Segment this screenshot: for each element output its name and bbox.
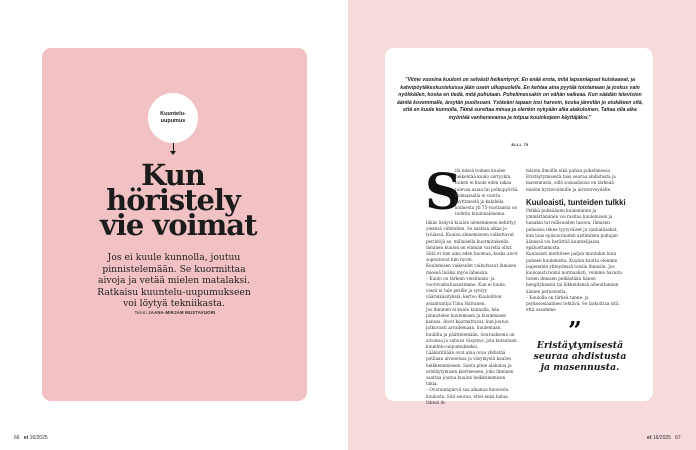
body-column-1-intro: itä missä toimen kuulee heikentää kuulo siirtyykin, toinen ei kuule eden takaa tulevaa asiaa tai polkupyörää. Kolmassalla ei vaottu täyttimestä ja kahdella kolmesta yli 75-vuotiaasta on todettu kuulonalenema.: [455, 168, 519, 217]
folio-right: [647, 435, 681, 441]
body-paragraph: Jos ihminen ei kuule kunnolla, hän pinnistelee kuulemisen ja kuulemisen kanssa. Aivot kuormittuvat, kun joutuu jatkuvasti arvailemaan, kuulemaan, huulilta ja päättelemään. Seurauksena on aivoissa ja vahuva väsymys, jota kutsutaan kuuntelu-uupumukseksi.: [426, 306, 517, 350]
topic-badge-line-2: uupumus: [160, 118, 186, 124]
issue-left: 16/2025: [29, 435, 48, 441]
topic-badge: [148, 93, 198, 143]
magazine-brand-left: et: [23, 435, 29, 441]
body-paragraph: Kuulemisen vaikeudet vaikuttavat ihmisen mieseä lisäksi myös läheisiin.: [426, 263, 517, 275]
topic-badge-line-1: Kuuntelu-: [160, 111, 186, 117]
body-paragraph: – Kuulolla on tärkeä tunne- ja psykososiaalinen tehtävä. Se tarkoittaa sitä, että osaamme: [526, 294, 620, 313]
magazine-brand-right: et: [647, 435, 652, 441]
article-title: [100, 158, 257, 242]
body-paragraph: – Ovaruumpärvä saa alkanua huonosta kuulosta. Sitä seuraa, ettei enää halua lähteä ih-: [426, 387, 509, 405]
body-column-1: [426, 220, 518, 406]
article-lede: Jos ei kuule kunnolla, joutuu pinnistelemään. Se kuormittaa aivoja ja vetää mielen matalaksi. Ratkaisu kuuntelu-uupumukseen voi löytyä tekniikasta.: [97, 252, 251, 309]
title-line-3: vie voimat: [100, 208, 257, 242]
body-column-2-intro: misten ilmoille eikä puhua puhelimessa. Eristäytymisestä taas seuraa ahdistusta ja masennusta, sillä sosiaalisuus on tärkeää mielen hyvinvoinnille ja aivoterveydelle.: [526, 168, 616, 192]
issue-right: 16/2025: [652, 435, 671, 441]
byline-label: Teksti: [134, 310, 147, 315]
folio-left: [14, 435, 48, 441]
body-paragraph: Pelkkä puheäänen kuuleminen ja ymmärtäminen voi rasitus kuulemisen ja hanakin tarvallisuuden tasoon. Ihmisen puheissa tekee tyytyväiset ja vanhallisekat, kun taas epäsuoruuden aistiminen puhujan äänessä voi herättää kuuntelijassa epäluottamusta.: [526, 208, 618, 251]
body-column-2: [526, 208, 624, 313]
byline-name: JAANA-MIRJAM MUSTAVUORI: [148, 310, 216, 315]
body-paragraph: Iäkäs lisäyvä kuulon alenemineen kehittyy yleensä vähitellen. Se saattaa alkaa jo työiässä. Kuulon alenemiseen vaikuttavat perintöjä se, millaisella kuormituksella ihminen kuulon on elämän varrella ollut. Siitä et tiee aina eden huomaa, koska aivot sopeutuvat niin hyvin.: [426, 220, 518, 263]
title-line-2: höristely: [106, 183, 240, 217]
arrow-down-icon: [170, 151, 176, 155]
body-paragraph: – Kuulo on tärkein viestinnän- ja vuorovaikutusaistimme. Kun ei kuule, viesti ei tule perille ja syntyy väärinkäsityksiä, kertoo Kuuloliiton asiantuntija Tiina Hattunen.: [426, 275, 507, 306]
byline: [100, 310, 250, 315]
quote-mark-icon: ”: [568, 316, 582, 345]
reader-quote: ”Viime vuosina kuuloni on selvästi heikentynyt. En enää erota, mitä lapsenlapset kuiskaavat, ja kahvipöytäkeskusteluissa jään usein ulkopuolelle. En kehtaa aina pyytää toistamaan ja joskus vain nyökkäilen, koska en tiedä, mitä puhutaan. Puhelimessakin on vähän vaikeaa. Kun säädän television äänitä kovemmalle, ärsytän puolisoani. Ystäväni tapaan tosi harvoin, koska jännitän jo etukäteen sitä, että en kuule kunnolla. Tämä surettaa minua ja olenkin nykyään alka alakuloinen. Taitaa olla aika myöntää vanhenevansa ja totpua kuulokojeen käyttäjäksi.”: [397, 77, 643, 121]
body-paragraph: Lääkäritilään ovat aina ovaa yhdistää potilaan aivoneissa ja väsymystä kuulon heikkenemiseen. Santa pitee alakuloa ja eristäytymisen kierteeseen, joko ihminen saattaa joutua kuulon heikkenemisen takia.: [426, 350, 514, 387]
pull-quote: Eristäytymisestä seuraa ahdistusta ja masennusta.: [533, 340, 627, 373]
page-number-right: 67: [675, 435, 681, 441]
title-line-1: Kun: [141, 158, 205, 192]
page-number-left: 66: [14, 435, 20, 441]
drop-cap: S: [425, 162, 462, 221]
body-paragraph: Kuuloaisti merkitsee paljon muutakin kuin puheen kuulemista. Kuulon kautta olemme laajemmin yhteydessä toisiin ihmisiin. Jos kuuloaisti toimii normaalisti, voimme havaita toisen ihmisen pelkästään hänen hengityksestä tai liikkeidensä aiheuttamien äänien perusteella.: [526, 251, 622, 294]
section-subhead: Kuuloaisti, tunteiden tulkki: [526, 198, 626, 207]
quote-author: ELLI, 75: [511, 143, 529, 147]
